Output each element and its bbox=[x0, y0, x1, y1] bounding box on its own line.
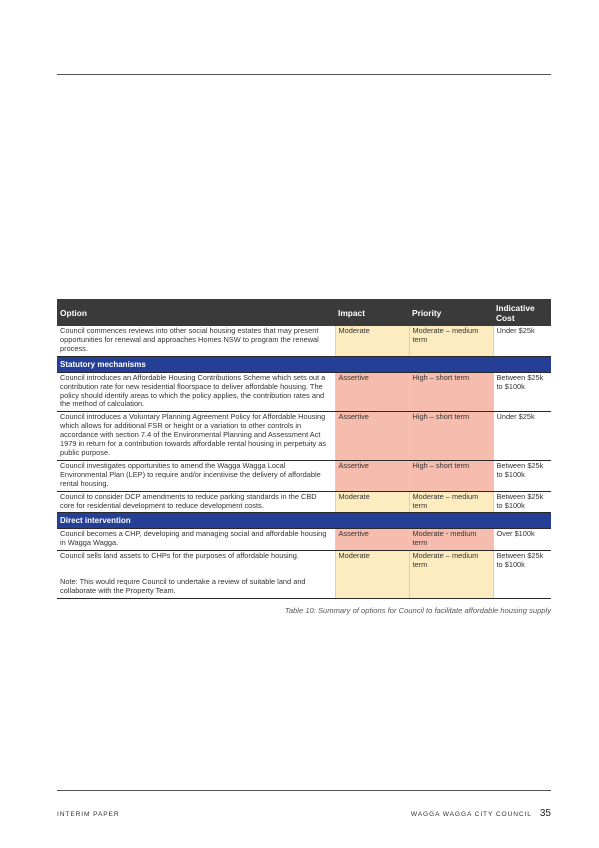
table-row bbox=[57, 372, 551, 412]
section-title: Direct intervention bbox=[57, 513, 551, 529]
table-row bbox=[57, 551, 551, 599]
cost-cell: Under $25k bbox=[493, 412, 551, 461]
option-cell bbox=[57, 551, 335, 599]
priority-cell: High – short term bbox=[409, 372, 493, 412]
table-row bbox=[57, 326, 551, 356]
impact-cell: Assertive bbox=[335, 529, 409, 551]
header-impact: Impact bbox=[335, 299, 409, 326]
option-cell: Council to consider DCP amendments to reduce parking standards in the CBD core for residential development to reduce development costs. bbox=[57, 491, 335, 513]
impact-cell: Moderate bbox=[335, 551, 409, 599]
header-option: Option bbox=[57, 299, 335, 326]
priority-cell: High – short term bbox=[409, 460, 493, 491]
footer-council-name: WAGGA WAGGA CITY COUNCIL bbox=[410, 811, 532, 818]
cost-cell: Between $25k to $100k bbox=[493, 460, 551, 491]
top-rule bbox=[57, 74, 551, 75]
priority-cell: Moderate – medium term bbox=[409, 326, 493, 356]
cost-cell: Between $25k to $100k bbox=[493, 491, 551, 513]
footer-left-label: INTERIM PAPER bbox=[57, 811, 120, 818]
table-row bbox=[57, 460, 551, 491]
note-spacer bbox=[60, 561, 332, 578]
option-cell: Council commences reviews into other social housing estates that may present opportunities for renewal and approaches Homes NSW to program the renewal process. bbox=[57, 326, 335, 356]
option-note: Note: This would require Council to undertake a review of suitable land and collaborate with the Property Team. bbox=[60, 577, 306, 596]
option-cell: Council becomes a CHP, developing and managing social and affordable housing in Wagga Wagga. bbox=[57, 529, 335, 551]
table-header-row bbox=[57, 299, 551, 326]
table-row bbox=[57, 491, 551, 513]
section-title: Statutory mechanisms bbox=[57, 356, 551, 372]
priority-cell: Moderate - medium term bbox=[409, 529, 493, 551]
option-cell: Council introduces an Affordable Housing Contributions Scheme which sets out a contribution rate for new residential floorspace to deliver affordable housing. The policy should identify areas to which the policy applies, the contribution rates and the method of calculation. bbox=[57, 372, 335, 412]
table-caption: Table 10: Summary of options for Council to facilitate affordable housing supply bbox=[284, 606, 551, 615]
table-row bbox=[57, 529, 551, 551]
cost-cell: Over $100k bbox=[493, 529, 551, 551]
option-text: Council sells land assets to CHPs for the purposes of affordable housing. bbox=[60, 551, 299, 561]
impact-cell: Assertive bbox=[335, 372, 409, 412]
footer-right bbox=[411, 808, 551, 819]
option-cell: Council introduces a Voluntary Planning Agreement Policy for Affordable Housing which allows for additional FSR or height or a variation to other controls in accordance with section 7.4 of the Environmental Planning and Assessment Act 1979 in return for a contribution towards affordable rental housing in perpetuity as public purpose. bbox=[57, 412, 335, 461]
impact-cell: Moderate bbox=[335, 491, 409, 513]
options-table bbox=[57, 299, 551, 599]
priority-cell: Moderate – medium term bbox=[409, 551, 493, 599]
cost-cell: Between $25k to $100k bbox=[493, 551, 551, 599]
section-row-direct bbox=[57, 513, 551, 529]
impact-cell: Assertive bbox=[335, 412, 409, 461]
section-row-statutory bbox=[57, 356, 551, 372]
page-number: 35 bbox=[539, 808, 551, 819]
priority-cell: Moderate – medium term bbox=[409, 491, 493, 513]
cost-cell: Between $25k to $100k bbox=[493, 372, 551, 412]
table-row bbox=[57, 412, 551, 461]
impact-cell: Assertive bbox=[335, 460, 409, 491]
cost-cell: Under $25k bbox=[493, 326, 551, 356]
header-cost: Indicative Cost bbox=[493, 299, 551, 326]
option-cell: Council investigates opportunities to amend the Wagga Wagga Local Environmental Plan (LEP) to require and/or incentivise the delivery of affordable rental housing. bbox=[57, 460, 335, 491]
impact-cell: Moderate bbox=[335, 326, 409, 356]
header-priority: Priority bbox=[409, 299, 493, 326]
priority-cell: High – short term bbox=[409, 412, 493, 461]
bottom-rule bbox=[57, 790, 551, 791]
